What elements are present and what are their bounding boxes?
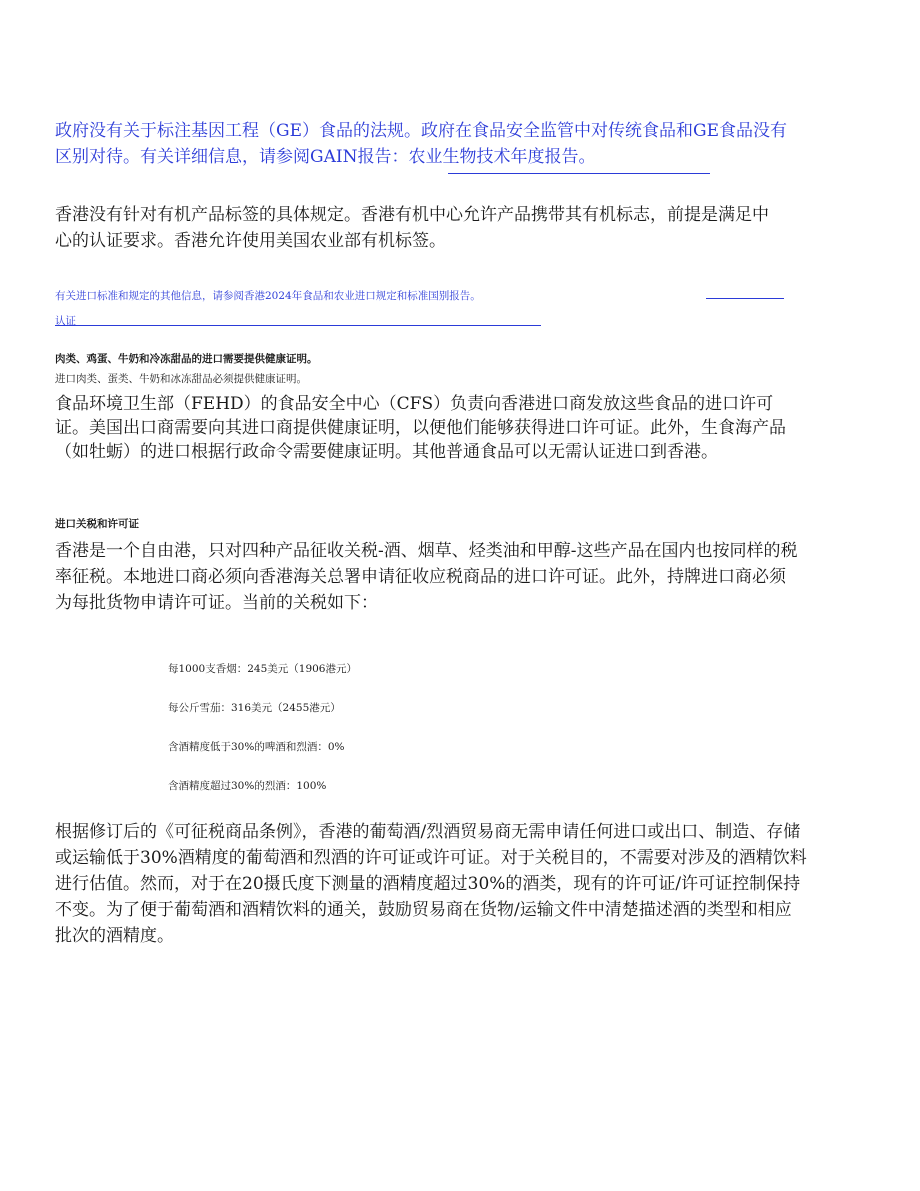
organic-label-paragraph: 香港没有针对有机产品标签的具体规定。香港有机中心允许产品携带其有机标志，前提是满足中心的认证要求。香港允许使用美国农业部有机标签。 [55, 205, 769, 251]
tariff-item-low-alcohol: 含酒精度低于30%的啤酒和烈酒：0% [168, 741, 345, 753]
more-info-link[interactable]: 有关进口标准和规定的其他信息，请参阅香港2024年食品和农业进口规定和标准国别报告。 [55, 290, 481, 302]
wine-regulation-paragraph: 根据修订后的《可征税商品条例》，香港的葡萄酒/烈酒贸易商无需申请任何进口或出口、制造、存储或运输低于30%酒精度的葡萄酒和烈酒的许可证或许可证。对于关税目的，不需要对涉及的酒精饮料进行估值。然而，对于在20摄氏度下测量的酒精度超过30%的酒类，现有的许可证/许可证控制保持不变。为了便于葡萄酒和酒精饮料的通关，鼓励贸易商在货物/运输文件中清楚描述酒的类型和相应批次的酒精度。 [55, 822, 807, 946]
ge-regulation-paragraph[interactable]: 政府没有关于标注基因工程（GE）食品的法规。政府在食品安全监管中对传统食品和GE食品没有区别对待。有关详细信息，请参阅GAIN报告：农业生物技术年度报告。 [55, 121, 787, 167]
gain-report-link-underline [448, 173, 710, 174]
tariffs-heading: 进口关税和许可证 [55, 518, 139, 530]
tariff-item-high-alcohol: 含酒精度超过30%的烈酒：100% [168, 780, 327, 792]
tariff-item-cigars: 每公斤雪茄：316美元（2455港元） [168, 702, 341, 714]
health-cert-heading: 肉类、鸡蛋、牛奶和冷冻甜品的进口需要提供健康证明。 [55, 353, 318, 365]
certification-link-underline [55, 325, 541, 326]
tariffs-body: 香港是一个自由港，只对四种产品征收关税-酒、烟草、烃类油和甲醇-这些产品在国内也按同样的税率征税。本地进口商必须向香港海关总署申请征收应税商品的进口许可证。此外，持牌进口商必须为每批货物申请许可证。当前的关税如下： [55, 541, 798, 613]
tariff-item-cigarettes: 每1000支香烟：245美元（1906港元） [168, 663, 357, 675]
certification-link[interactable]: 认证 [55, 315, 76, 327]
health-cert-subheading: 进口肉类、蛋类、牛奶和冰冻甜品必须提供健康证明。 [55, 373, 307, 385]
health-cert-body: 食品环境卫生部（FEHD）的食品安全中心（CFS）负责向香港进口商发放这些食品的进口许可证。美国出口商需要向其进口商提供健康证明，以便他们能够获得进口许可证。此外，生食海产品（如牡蛎）的进口根据行政命令需要健康证明。其他普通食品可以无需认证进口到香港。 [55, 394, 786, 462]
more-info-link-underline [706, 298, 784, 299]
